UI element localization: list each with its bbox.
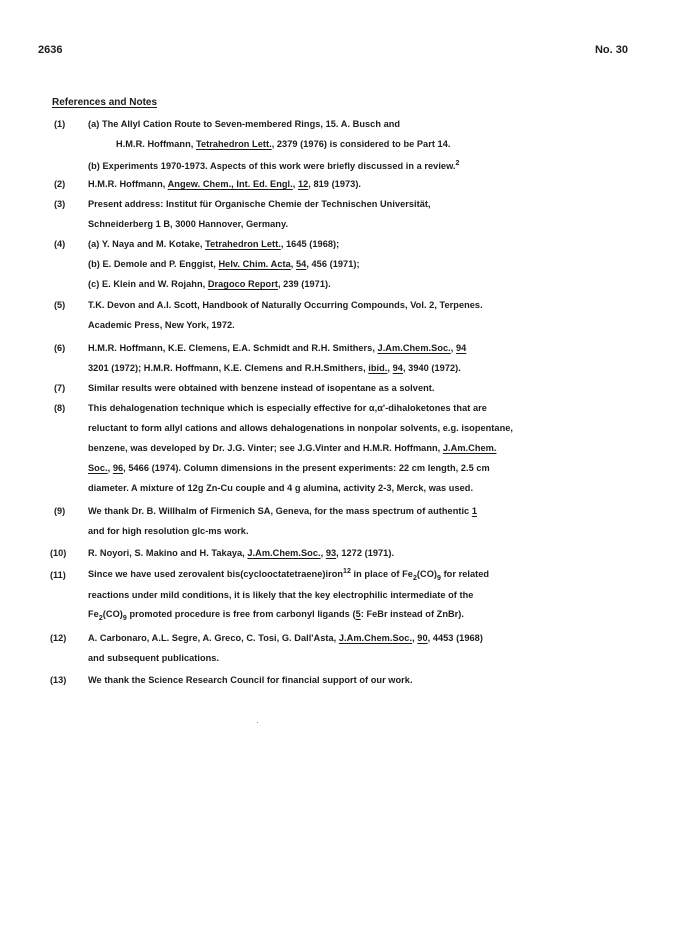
ref-number: (11): [50, 570, 66, 580]
ref-3-line1: Present address: Institut für Organische Chemie der Technischen Universität,: [88, 199, 431, 209]
section-heading: References and Notes: [52, 97, 158, 108]
ref-number: (1): [54, 119, 66, 129]
ref-1b-line: (b) Experiments 1970-1973. Aspects of this work were briefly discussed in a review.$^2$: [88, 160, 460, 172]
ref-5-line1: T.K. Devon and A.I. Scott, Handbook of Naturally Occurring Compounds, Vol. 2, Terpenes.: [88, 300, 483, 310]
ref-2-line: H.M.R. Hoffmann, Angew. Chem., Int. Ed. Engl., 12, 819 (1973).: [88, 179, 362, 189]
ref-4c-line: (c) E. Klein and W. Rojahn, Dragoco Report, 239 (1971).: [88, 279, 331, 289]
ref-number: (6): [54, 343, 66, 353]
scan-speck: [257, 722, 258, 723]
ref-number: (2): [54, 179, 66, 189]
ref-8-line2: reluctant to form allyl cations and allows dehalogenations in nonpolar solvents, e.g. isopentane,: [88, 423, 513, 433]
ref-6-line2: 3201 (1972); H.M.R. Hoffmann, K.E. Clemens and R.H.Smithers, ibid., 94, 3940 (1972).: [88, 363, 461, 373]
ref-number: (9): [54, 506, 66, 516]
ref-9-line1: We thank Dr. B. Willhalm of Firmenich SA, Geneva, for the mass spectrum of authentic 1: [88, 506, 477, 516]
ref-number: (10): [50, 548, 67, 558]
ref-11-line3: $Fe_2(CO)_9$ promoted procedure is free from carbonyl ligands (5: FeBr instead of ZnBr).: [88, 609, 465, 622]
ref-9-line2: and for high resolution glc-ms work.: [88, 526, 249, 536]
issue-number: No. 30: [594, 44, 628, 56]
ref-8-line1: This dehalogenation technique which is especially effective for α,α'-dihaloketones that are: [88, 403, 487, 413]
ref-3-line2: Schneiderberg 1 B, 3000 Hannover, Germany.: [88, 219, 289, 229]
ref-8-line5: diameter. A mixture of 12g Zn-Cu couple and 4 g alumina, activity 2-3, Merck, was used.: [88, 483, 474, 493]
ref-4a-line: (a) Y. Naya and M. Kotake, Tetrahedron Lett., 1645 (1968);: [88, 239, 340, 249]
ref-number: (3): [54, 199, 66, 209]
ref-number: (8): [54, 403, 66, 413]
ref-number: (13): [50, 675, 67, 685]
ref-11-line2: reactions under mild conditions, it is likely that the key electrophilic intermediate of the: [88, 590, 474, 600]
ref-1a-line2: H.M.R. Hoffmann, Tetrahedron Lett., 2379 (1976) is considered to be Part 14.: [116, 139, 451, 149]
ref-number: (4): [54, 239, 66, 249]
ref-13-line: We thank the Science Research Council for financial support of our work.: [88, 675, 413, 685]
ref-7-line: Similar results were obtained with benzene instead of isopentane as a solvent.: [88, 383, 435, 393]
ref-number: (12): [50, 633, 67, 643]
ref-12-line2: and subsequent publications.: [88, 653, 220, 663]
ref-number: (7): [54, 383, 66, 393]
ref-8-line4: Soc., 96, 5466 (1974). Column dimensions in the present experiments: 22 cm length, 2.5 cm: [88, 463, 490, 473]
ref-12-line1: A. Carbonaro, A.L. Segre, A. Greco, C. Tosi, G. Dall'Asta, J.Am.Chem.Soc., 90, 4453 (1968): [88, 633, 483, 643]
ref-4b-line: (b) E. Demole and P. Enggist, Helv. Chim. Acta, 54, 456 (1971);: [88, 259, 360, 269]
page-number: 2636: [38, 44, 63, 56]
ref-1a-line: (a) The Allyl Cation Route to Seven-membered Rings, 15. A. Busch and: [88, 119, 401, 129]
ref-5-line2: Academic Press, New York, 1972.: [88, 320, 235, 330]
ref-8-line3: benzene, was developed by Dr. J.G. Vinter; see J.G.Vinter and H.M.R. Hoffmann, J.Am.Chem.: [88, 443, 497, 453]
ref-6-line1: H.M.R. Hoffmann, K.E. Clemens, E.A. Schmidt and R.H. Smithers, J.Am.Chem.Soc., 94: [88, 343, 467, 353]
ref-11-line1: Since we have used zerovalent bis(cyclooctatetraene)iron$^{12}$ in place of $Fe_2(CO)_9$ for related: [88, 568, 490, 582]
ref-number: (5): [54, 300, 66, 310]
ref-10-line: R. Noyori, S. Makino and H. Takaya, J.Am.Chem.Soc., 93, 1272 (1971).: [88, 548, 395, 558]
